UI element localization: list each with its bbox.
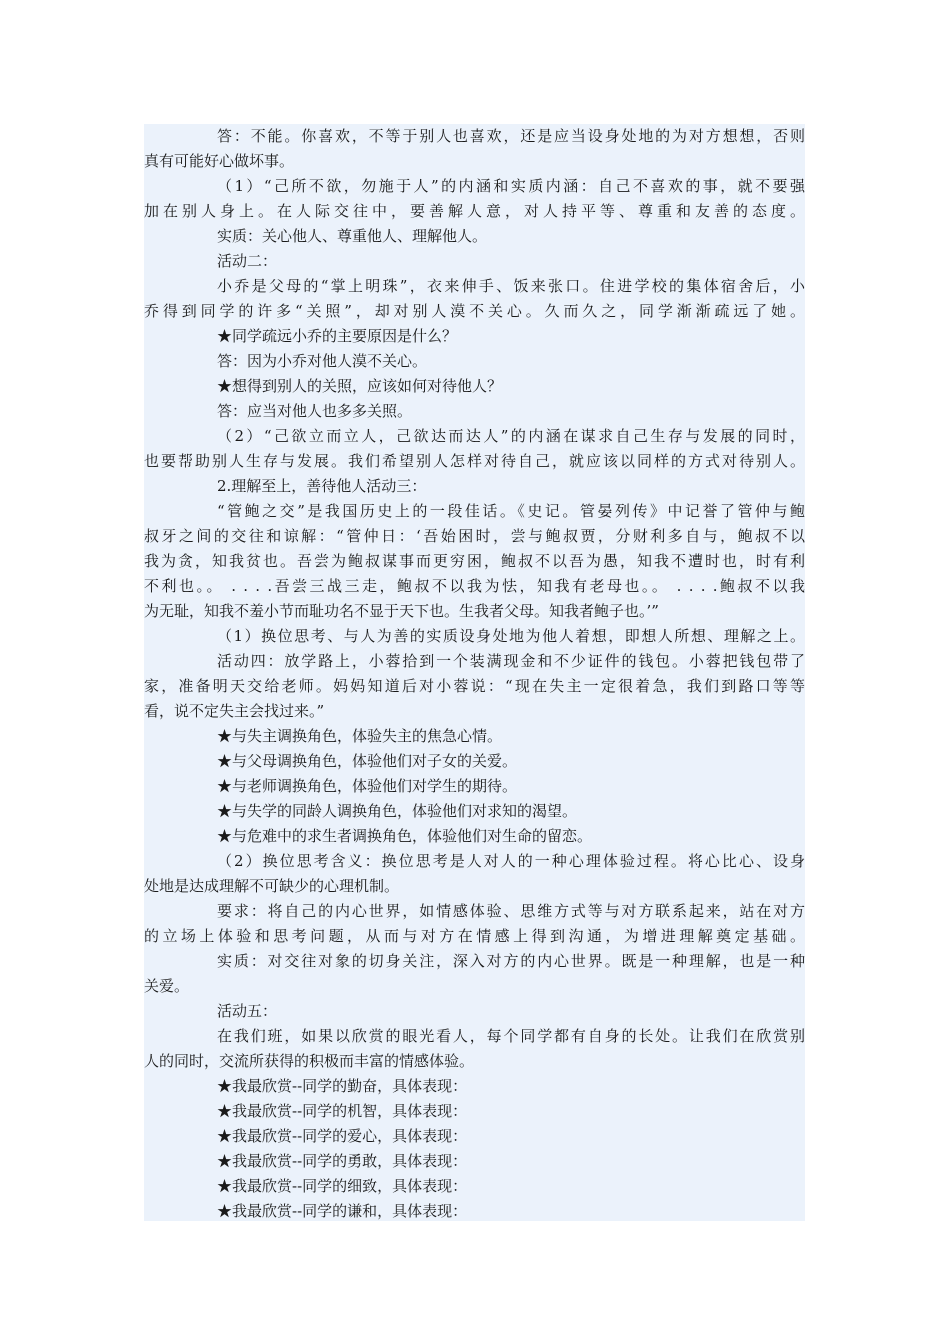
text-line: 活动四：放学路上，小蓉拾到一个装满现金和不少证件的钱包。小蓉把钱包带了 bbox=[217, 652, 805, 670]
text-line: 答：不能。你喜欢，不等于别人也喜欢，还是应当设身处地的为对方想想，否则 bbox=[217, 127, 805, 145]
text-line: 小乔是父母的“掌上明珠”，衣来伸手、饭来张口。住进学校的集体宿舍后，小 bbox=[217, 277, 805, 295]
text-line: 处地是达成理解不可缺少的心理机制。 bbox=[144, 877, 400, 895]
text-line: “管鲍之交”是我国历史上的一段佳话。《史记。管晏列传》中记誉了管仲与鲍 bbox=[217, 502, 805, 520]
text-line: 叔牙之间的交往和谅解：“管仲日：‘吾始困时，尝与鲍叔贾，分财利多自与，鲍叔不以 bbox=[144, 527, 805, 545]
text-line: 2.理解至上，善待他人活动三： bbox=[217, 477, 427, 495]
text-line: 在我们班，如果以欣赏的眼光看人，每个同学都有自身的长处。让我们在欣赏别 bbox=[217, 1027, 805, 1045]
text-line: 我为贪，知我贫也。吾尝为鲍叔谋事而更穷困，鲍叔不以吾为愚，知我不遭时也，时有利 bbox=[144, 552, 805, 570]
text-line: （2）“己欲立而立人，己欲达而达人”的内涵在谋求自己生存与发展的同时， bbox=[217, 427, 805, 445]
text-line: ★同学疏远小乔的主要原因是什么？ bbox=[217, 327, 458, 345]
text-line: ★与失主调换角色，体验失主的焦急心情。 bbox=[217, 727, 503, 745]
text-line: 答：应当对他人也多多关照。 bbox=[217, 402, 413, 420]
text-line: （2）换位思考含义：换位思考是人对人的一种心理体验过程。将心比心、设身 bbox=[217, 852, 805, 870]
text-line: ★想得到别人的关照，应该如何对待他人？ bbox=[217, 377, 503, 395]
text-line: ★我最欣赏--同学的勇敢，具体表现： bbox=[217, 1152, 468, 1170]
text-line: 实质：关心他人、尊重他人、理解他人。 bbox=[217, 227, 488, 245]
text-line: 的立场上体验和思考问题，从而与对方在情感上得到沟通，为增进理解奠定基础。 bbox=[144, 927, 805, 945]
text-line: ★与危难中的求生者调换角色，体验他们对生命的留恋。 bbox=[217, 827, 593, 845]
text-line: 要求：将自己的内心世界，如情感体验、思维方式等与对方联系起来，站在对方 bbox=[217, 902, 805, 920]
text-line: ★与失学的同龄人调换角色，体验他们对求知的渴望。 bbox=[217, 802, 578, 820]
text-line: ★我最欣赏--同学的勤奋，具体表现： bbox=[217, 1077, 468, 1095]
text-line: （1）换位思考、与人为善的实质设身处地为他人着想，即想人所想、理解之上。 bbox=[217, 627, 805, 645]
text-line: 为无耻，知我不羞小节而耻功名不显于天下也。生我者父母。知我者鲍子也。’” bbox=[144, 602, 659, 620]
text-line: 真有可能好心做坏事。 bbox=[144, 152, 295, 170]
text-line: 看，说不定失主会找过来。” bbox=[144, 702, 325, 720]
text-line: 也要帮助别人生存与发展。我们希望别人怎样对待自己，就应该以同样的方式对待别人。 bbox=[144, 452, 805, 470]
text-line: 乔得到同学的许多“关照”，却对别人漠不关心。久而久之，同学渐渐疏远了她。 bbox=[144, 302, 805, 320]
text-line: 不利也。。 . . . .吾尝三战三走，鲍叔不以我为怯，知我有老母也。。 . . . .鲍叔不以我 bbox=[144, 577, 805, 595]
text-line: 家，准备明天交给老师。妈妈知道后对小蓉说：“现在失主一定很着急，我们到路口等等 bbox=[144, 677, 805, 695]
text-line: 实质：对交往对象的切身关注，深入对方的内心世界。既是一种理解，也是一种 bbox=[217, 952, 805, 970]
text-line: ★我最欣赏--同学的谦和，具体表现： bbox=[217, 1202, 468, 1220]
text-line: 答：因为小乔对他人漠不关心。 bbox=[217, 352, 428, 370]
text-line: 关爱。 bbox=[144, 977, 190, 995]
text-line: （1）“己所不欲，勿施于人”的内涵和实质内涵：自己不喜欢的事，就不要强 bbox=[217, 177, 805, 195]
text-line: ★我最欣赏--同学的爱心，具体表现： bbox=[217, 1127, 468, 1145]
text-line: 加在别人身上。在人际交往中，要善解人意，对人持平等、尊重和友善的态度。 bbox=[144, 202, 805, 220]
text-line: ★与父母调换角色，体验他们对子女的关爱。 bbox=[217, 752, 518, 770]
text-line: 活动二： bbox=[217, 252, 278, 270]
text-line: 活动五： bbox=[217, 1002, 278, 1020]
text-line: ★我最欣赏--同学的细致，具体表现： bbox=[217, 1177, 468, 1195]
text-line: ★我最欣赏--同学的机智，具体表现： bbox=[217, 1102, 468, 1120]
text-line: ★与老师调换角色，体验他们对学生的期待。 bbox=[217, 777, 518, 795]
document-text-block bbox=[144, 124, 805, 1221]
text-line: 人的同时，交流所获得的积极而丰富的情感体验。 bbox=[144, 1052, 475, 1070]
